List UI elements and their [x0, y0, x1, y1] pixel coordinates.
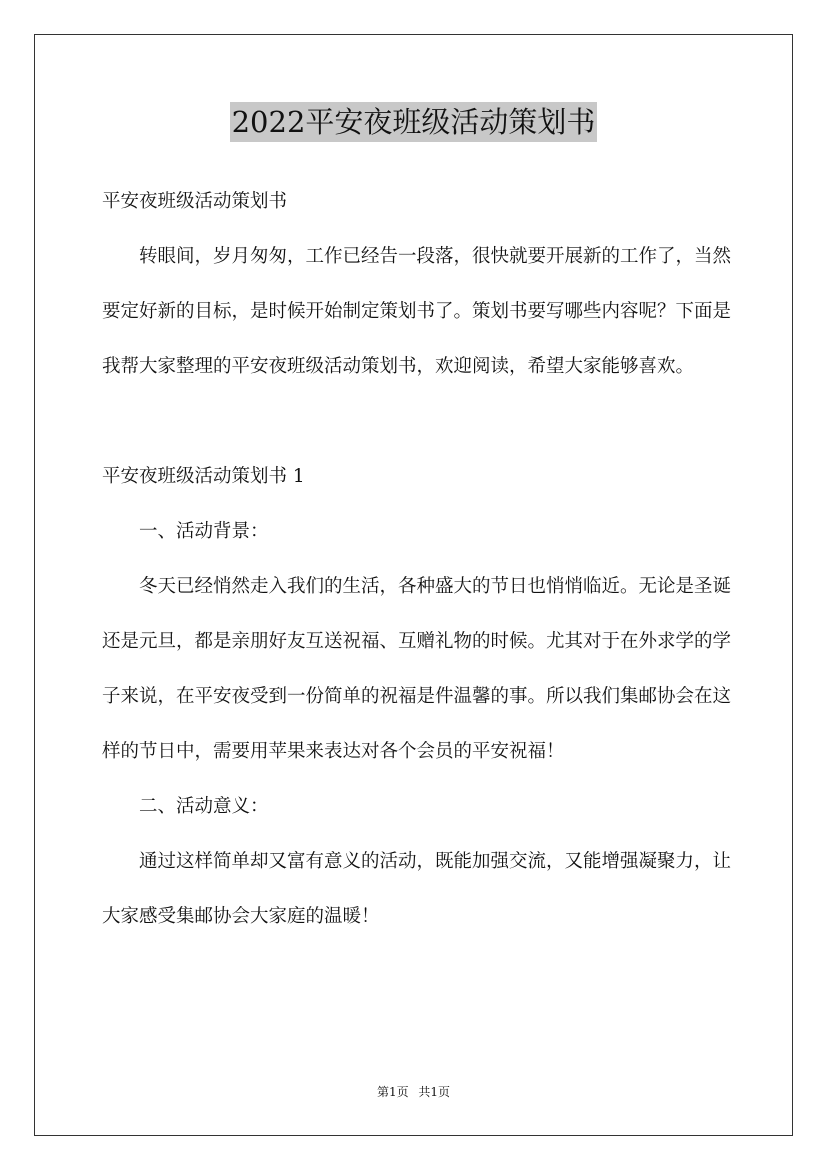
title-container — [0, 102, 827, 142]
document-body — [102, 174, 738, 944]
background-paragraph: 冬天已经悄然走入我们的生活，各种盛大的节日也悄悄临近。无论是圣诞还是元旦，都是亲朋好友互送祝福、互赠礼物的时候。尤其对于在外求学的学子来说，在平安夜受到一份简单的祝福是件温馨的事。所以我们集邮协会在这样的节日中，需要用苹果来表达对各个会员的平安祝福！ — [102, 576, 732, 762]
significance-paragraph: 通过这样简单却又富有意义的活动，既能加强交流，又能增强凝聚力，让大家感受集邮协会大家庭的温暖！ — [102, 851, 732, 927]
heading-background: 一、活动背景： — [139, 521, 269, 542]
subtitle: 平安夜班级活动策划书 — [102, 191, 288, 212]
section-title: 平安夜班级活动策划书 1 — [102, 466, 305, 487]
paragraph-spacer — [102, 394, 738, 449]
document-title: 2022平安夜班级活动策划书 — [230, 102, 598, 142]
heading-significance: 二、活动意义： — [139, 796, 269, 817]
page-number-footer: 第1页 共1页 — [376, 1085, 451, 1099]
intro-paragraph: 转眼间，岁月匆匆，工作已经告一段落，很快就要开展新的工作了，当然要定好新的目标，是时候开始制定策划书了。策划书要写哪些内容呢？下面是我帮大家整理的平安夜班级活动策划书，欢迎阅读，希望大家能够喜欢。 — [102, 246, 732, 377]
